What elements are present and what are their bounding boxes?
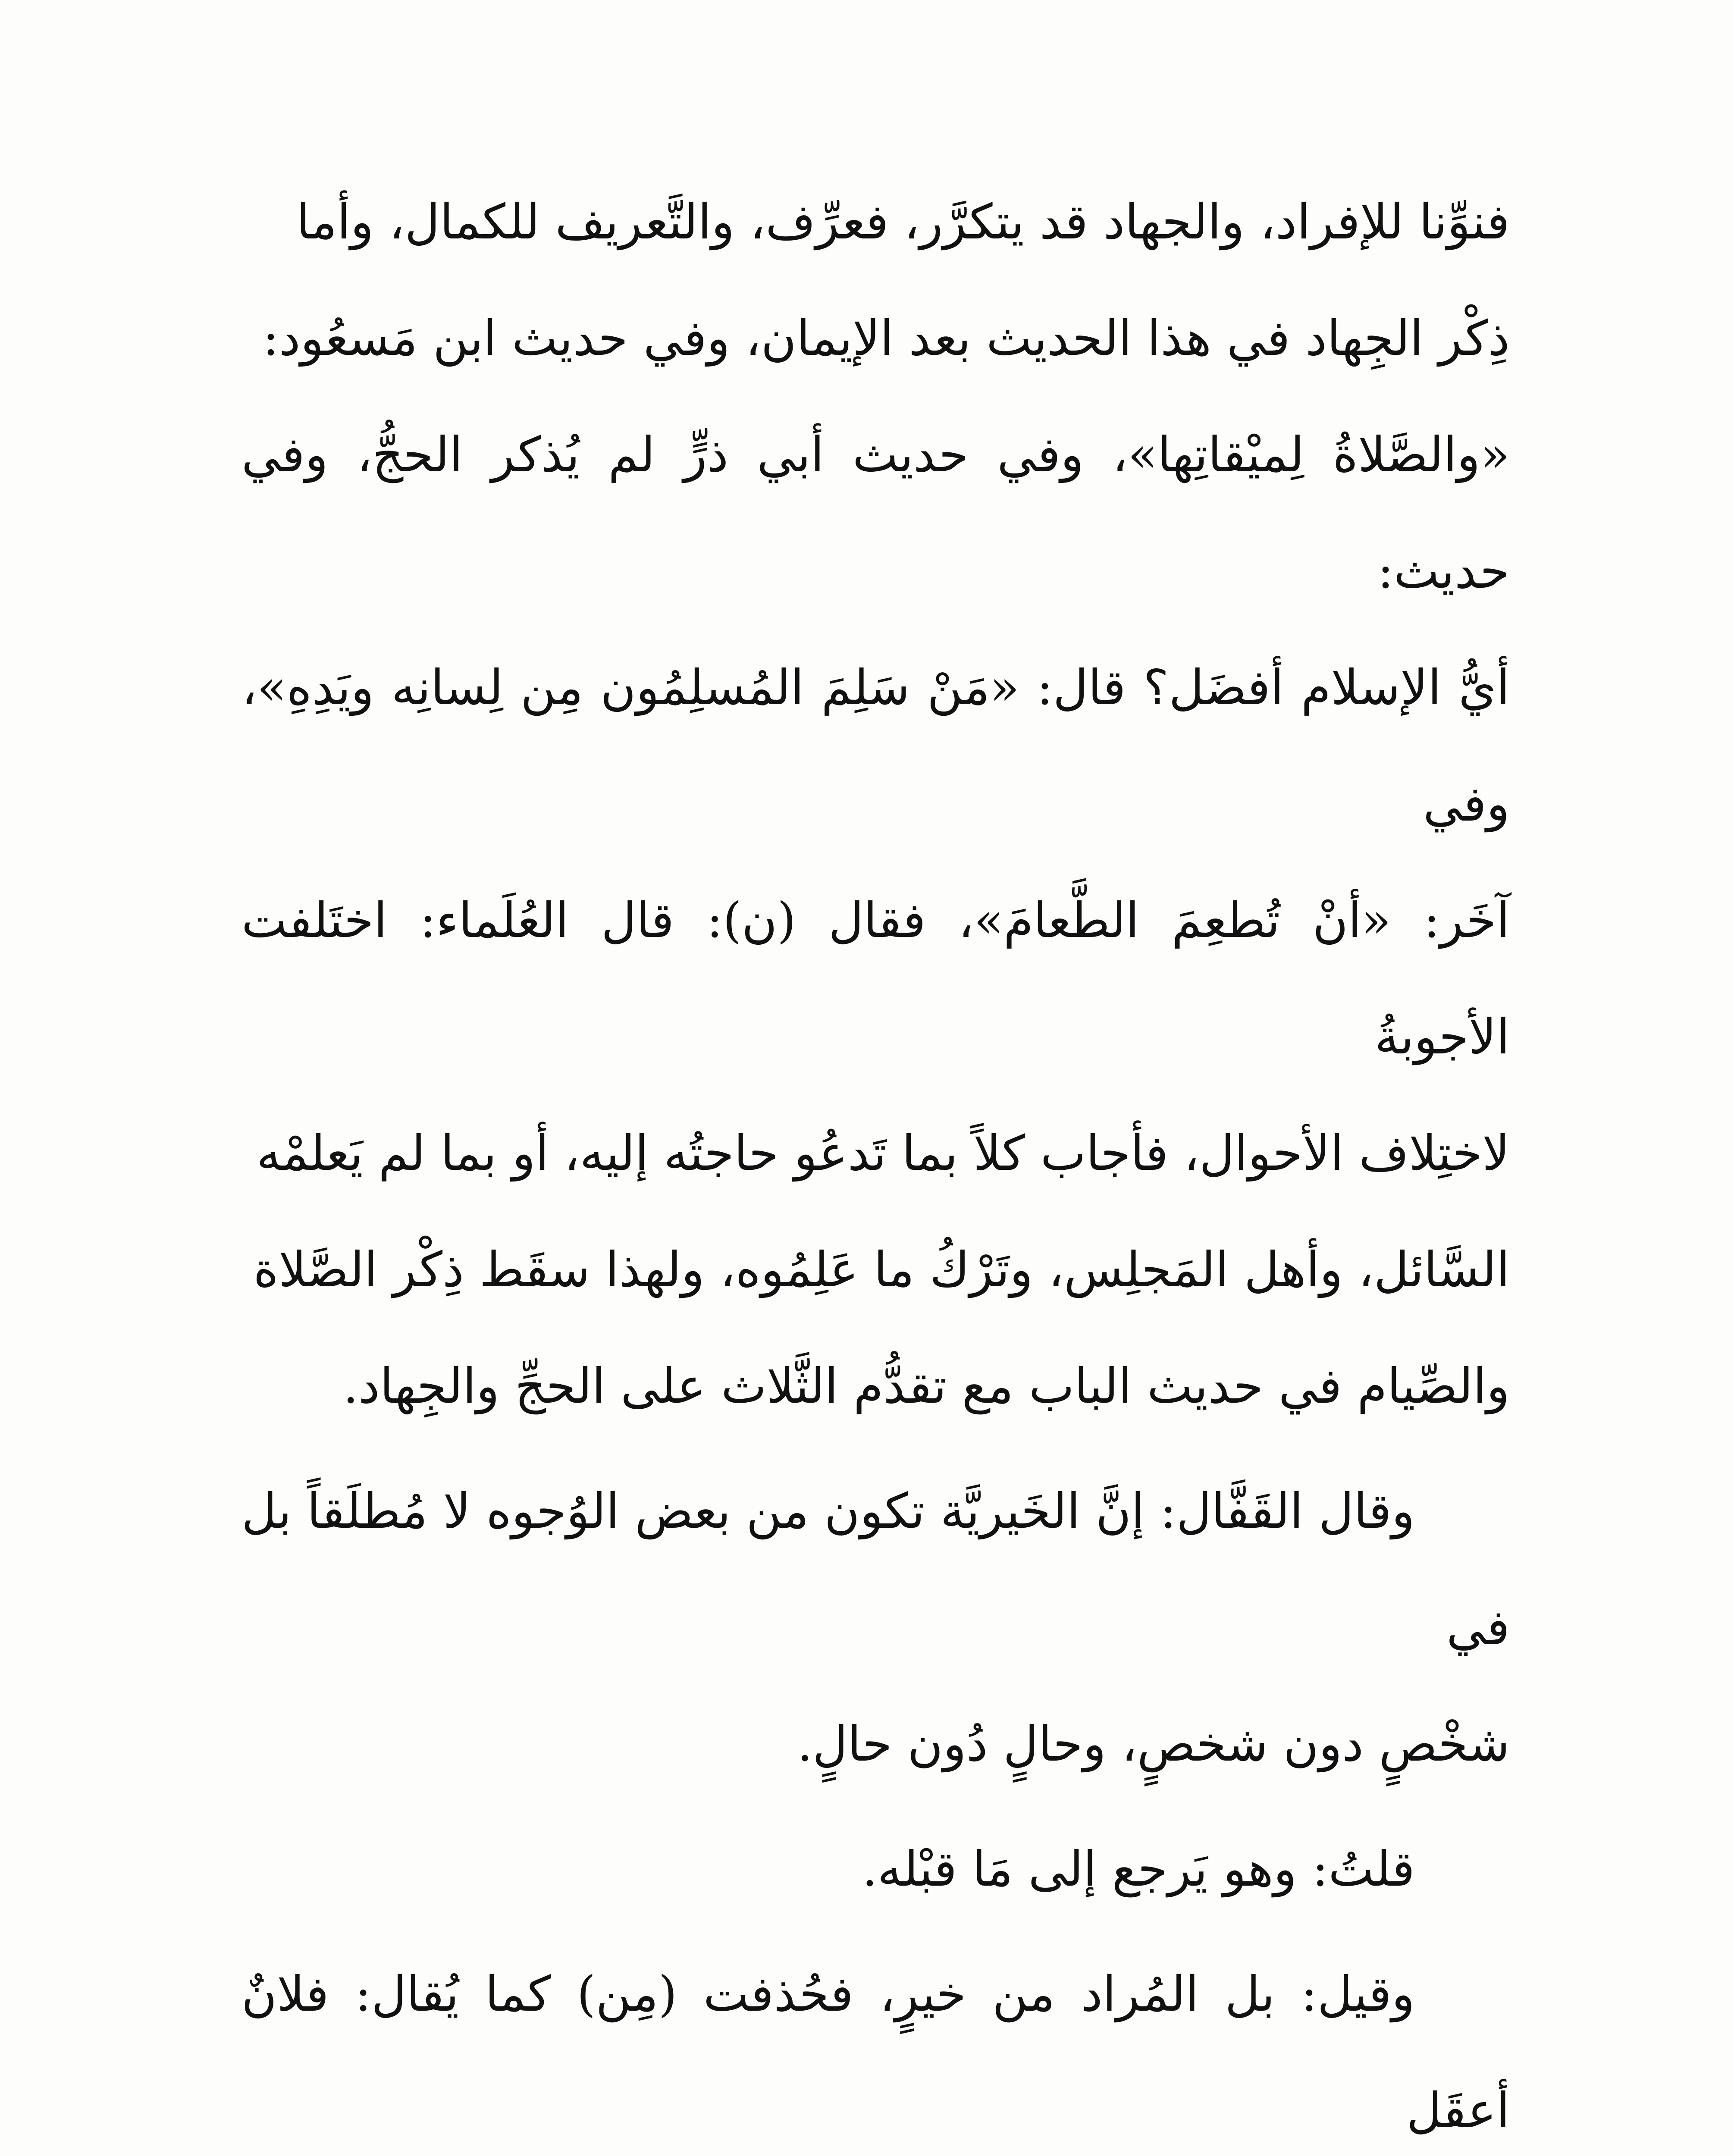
text-line: شخْصٍ دون شخصٍ، وحالٍ دُون حالٍ.: [797, 1716, 1510, 1772]
paragraph-1: [241, 164, 1510, 1445]
body-text: [241, 164, 1510, 2156]
paragraph-3: [241, 1811, 1510, 1927]
text-line: قلتُ: وهو يَرجع إلى مَا قبْله.: [862, 1841, 1415, 1897]
text-line: لاختِلاف الأحوال، فأجاب كلاً بما تَدعُو حاجتُه إليه، أو بما لم يَعلمْه: [256, 1125, 1510, 1181]
paragraph-2: [241, 1453, 1510, 1802]
text-line: آخَر: «أنْ تُطعِمَ الطَّعامَ»، فقال (ن): قال العُلَماء: اختَلفت الأجوبةُ: [241, 893, 1510, 1065]
text-line: «والصَّلاةُ لِميْقاتِها»، وفي حديث أبي ذرٍّ لم يُذكر الحجُّ، وفي حديث:: [241, 427, 1510, 599]
text-line: السَّائل، وأهل المَجلِس، وتَرْكُ ما عَلِمُوه، ولهذا سقَط ذِكْر الصَّلاة: [253, 1242, 1510, 1298]
text-line: وقال القَفَّال: إنَّ الخَيريَّة تكون من بعض الوُجوه لا مُطلَقاً بل في: [241, 1483, 1510, 1656]
text-line: أيُّ الإسلام أفضَل؟ قال: «مَنْ سَلِمَ المُسلِمُون مِن لِسانِه ويَدِهِ»، وفي: [241, 660, 1510, 832]
text-line: فنوِّنا للإفراد، والجهاد قد يتكرَّر، فعرِّف، والتَّعريف للكمال، وأما: [296, 194, 1510, 250]
text-line: والصِّيام في حديث الباب مع تقدُّم الثَّلاث على الحجِّ والجِهاد.: [343, 1358, 1510, 1414]
text-line: وقيل: بل المُراد من خيرٍ، فحُذفت (مِن) كما يُقال: فلانٌ أعقَل: [241, 1966, 1510, 2139]
paragraph-4: [241, 1936, 1510, 2156]
text-line: ذِكْر الجِهاد في هذا الحديث بعد الإيمان، وفي حديث ابن مَسعُود:: [262, 310, 1510, 367]
